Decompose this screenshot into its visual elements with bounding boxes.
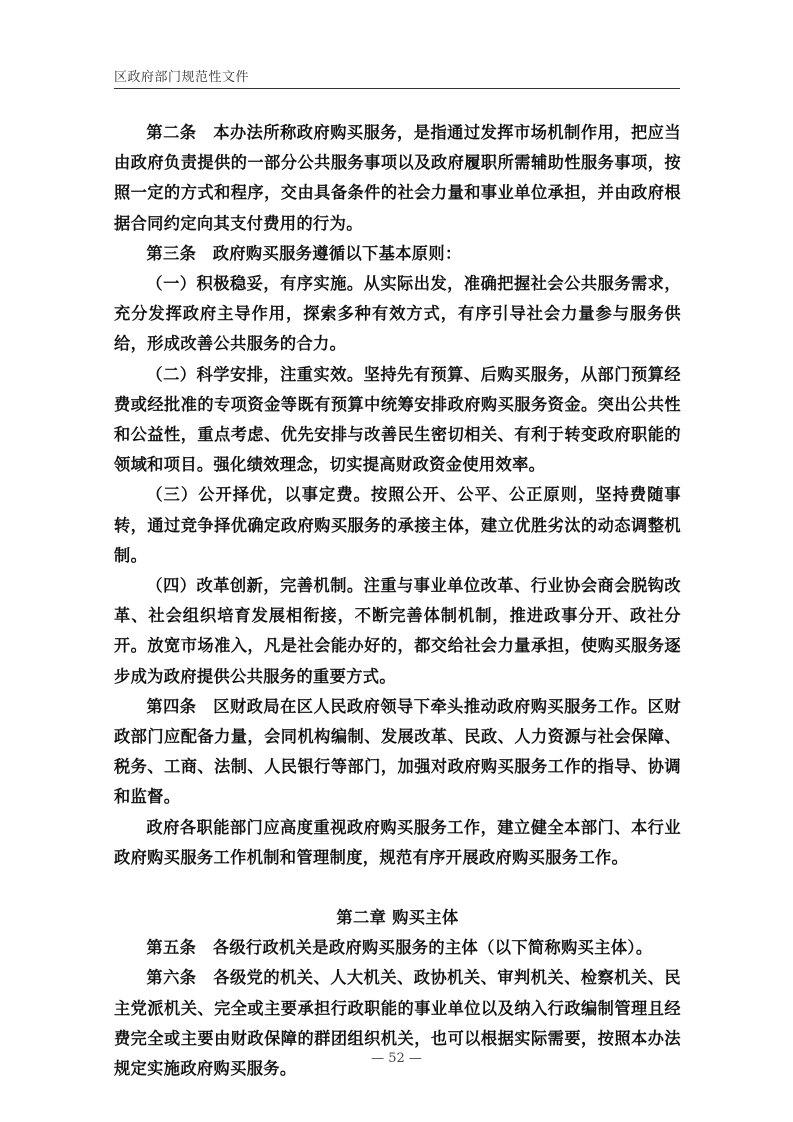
article-6: 第六条 各级党的机关、人大机关、政协机关、审判机关、检察机关、民主党派机关、完全或主要承担行政职能的事业单位以及纳入行政编制管理且经费完全或主要由财政保障的群团组织机关，也可以根据实际需要，按照本办法规定实施政府购买服务。 bbox=[114, 968, 681, 1079]
page-number: — 52 — bbox=[371, 1051, 422, 1066]
principle-2: （二）科学安排，注重实效。坚持先有预算、后购买服务，从部门预算经费或经批准的专项资金等既有预算中统筹安排政府购买服务资金。突出公共性和公益性，重点考虑、优先安排与改善民生密切相关、有利于转变政府职能的领域和项目。强化绩效理念，切实提高财政资金使用效率。 bbox=[114, 364, 681, 475]
chapter-heading: 第二章 购买主体 bbox=[336, 908, 459, 928]
page-header: 区政府部门规范性文件 bbox=[114, 70, 250, 85]
article-3: 第三条 政府购买服务遵循以下基本原则： bbox=[146, 243, 462, 263]
principle-4: （四）改革创新，完善机制。注重与事业单位改革、行业协会商会脱钩改革、社会组织培育发展相衔接，不断完善体制机制，推进政事分开、政社分开。放宽市场准入，凡是社会能办好的，都交给社会力量承担，使购买服务逐步成为政府提供公共服务的重要方式。 bbox=[114, 576, 681, 686]
principle-1: （一）积极稳妥，有序实施。从实际出发，准确把握社会公共服务需求，充分发挥政府主导作用，探索多种有效方式，有序引导社会力量参与服务供给，形成改善公共服务的合力。 bbox=[114, 274, 681, 354]
article-2: 第二条 本办法所称政府购买服务，是指通过发挥市场机制作用，把应当由政府负责提供的一部分公共服务事项以及政府履职所需辅助性服务事项，按照一定的方式和程序，交由具备条件的社会力量和事业单位承担，并由政府根据合同约定向其支付费用的行为。 bbox=[114, 123, 681, 233]
article-5: 第五条 各级行政机关是政府购买服务的主体（以下简称购买主体）。 bbox=[146, 938, 653, 958]
document-body bbox=[114, 118, 681, 1084]
principle-3: （三）公开择优，以事定费。按照公开、公平、公正原则，坚持费随事转，通过竞争择优确定政府购买服务的承接主体，建立优胜劣汰的动态调整机制。 bbox=[114, 485, 681, 565]
article-4: 第四条 区财政局在区人民政府领导下牵头推动政府购买服务工作。区财政部门应配备力量，会同机构编制、发展改革、民政、人力资源与社会保障、税务、工商、法制、人民银行等部门，加强对政府购买服务工作的指导、协调和监督。 bbox=[114, 696, 681, 807]
header-rule bbox=[114, 88, 680, 89]
article-4-continued: 政府各职能部门应高度重视政府购买服务工作，建立健全本部门、本行业政府购买服务工作机制和管理制度，规范有序开展政府购买服务工作。 bbox=[114, 817, 681, 867]
